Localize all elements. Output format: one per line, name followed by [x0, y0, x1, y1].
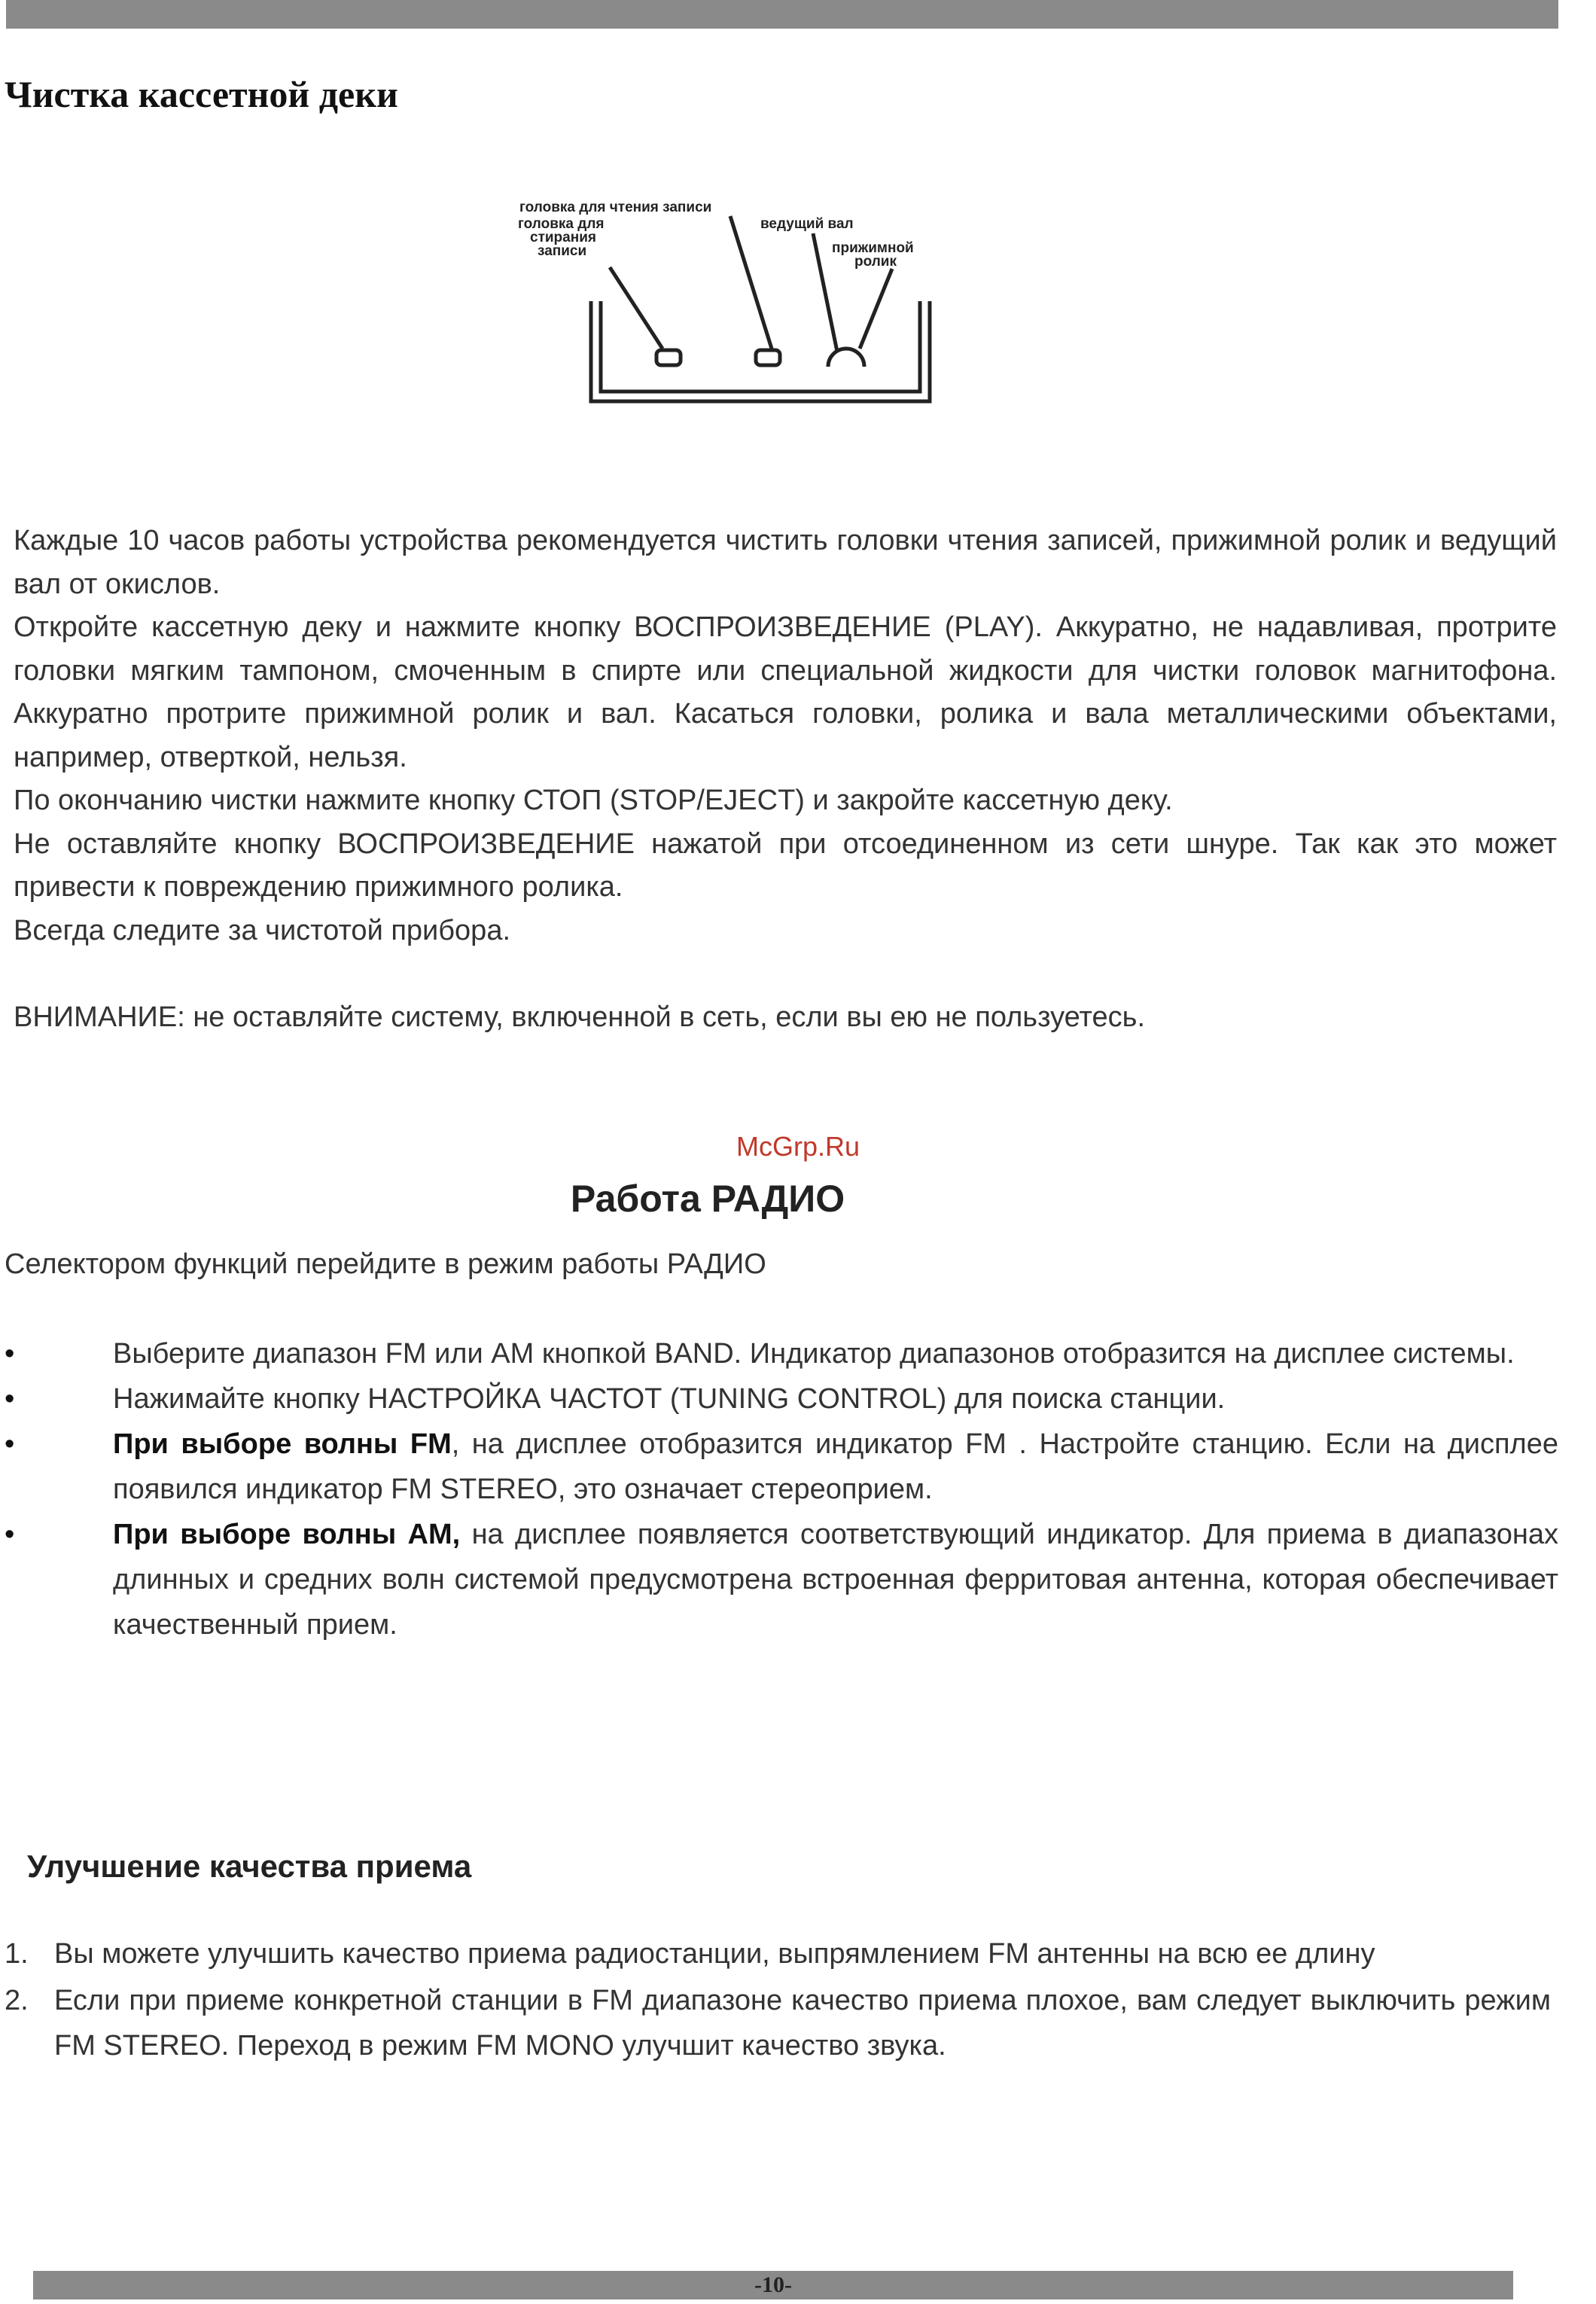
list-item	[0, 1931, 1551, 1976]
paragraph: Каждые 10 часов работы устройства рекомендуется чистить головки чтения записей, прижимной ролик и ведущий вал от окислов.	[14, 525, 1557, 600]
label-erase-head-1: головка для	[518, 216, 605, 232]
radio-intro: Селектором функций перейдите в режим работы РАДИО	[5, 1248, 766, 1280]
paragraph: Откройте кассетную деку и нажмите кнопку ВОСПРОИЗВЕДЕНИЕ (PLAY). Аккуратно, не надавливая, протрите головки мягким тампоном, смоченным в спирте или специальной жидкости для чистки головок магнитофона. Аккуратно протрите прижимной ролик и вал. Касаться головки, ролика и вала металлическими объектами, например, отверткой, нельзя.	[14, 611, 1557, 773]
bullet-lead: При выборе волны AM,	[113, 1519, 461, 1550]
list-item	[0, 1978, 1551, 2068]
paragraph: Всегда следите за чистотой прибора.	[14, 914, 511, 946]
watermark: McGrp.Ru	[736, 1131, 860, 1162]
bullet-icon: •	[5, 1383, 15, 1415]
page-number: -10-	[754, 2272, 792, 2297]
item-number: 2.	[5, 1985, 29, 2016]
list-item	[0, 1422, 1558, 1512]
bullet-text: Нажимайте кнопку НАСТРОЙКА ЧАСТОТ (TUNING CONTROL) для поиска станции.	[113, 1383, 1226, 1415]
label-erase-head-3: записи	[538, 243, 587, 259]
list-item	[0, 1331, 1558, 1376]
list-item	[0, 1376, 1558, 1422]
paragraph: По окончанию чистки нажмите кнопку СТОП (STOP/EJECT) и закройте кассетную деку.	[14, 785, 1173, 816]
label-playback-head: головка для чтения записи	[519, 200, 712, 215]
bullet-text: Выберите диапазон FM или AM кнопкой BAND. Индикатор диапазонов отобразится на дисплее системы.	[113, 1338, 1515, 1370]
radio-bullet-list	[0, 1331, 1558, 1647]
footer-bar	[33, 2271, 1513, 2299]
warning-note: ВНИМАНИЕ: не оставляйте систему, включенной в сеть, если вы ею не пользуетесь.	[14, 1001, 1146, 1033]
cleaning-instructions	[14, 520, 1557, 952]
label-erase-head-2: стирания	[530, 230, 596, 245]
label-pinch-roller-1: прижимной	[832, 240, 914, 256]
item-text: Вы можете улучшить качество приема радиостанции, выпрямлением FM антенны на всю ее длину	[54, 1938, 1375, 1970]
bullet-text: , на дисплее отобразится индикатор FM . Настройте станцию. Если на дисплее появился индикатор FM STEREO, это означает стереоприем.	[113, 1428, 1558, 1505]
bullet-icon: •	[5, 1519, 15, 1550]
tape-deck-diagram	[512, 192, 994, 407]
section-title-reception: Улучшение качества приема	[27, 1848, 472, 1884]
reception-tips-list	[0, 1931, 1551, 2070]
list-item	[0, 1512, 1558, 1647]
item-text: Если при приеме конкретной станции в FM диапазоне качество приема плохое, вам следует выключить режим FM STEREO. Переход в режим FM MONO улучшит качество звука.	[54, 1985, 1551, 2062]
label-pinch-roller-2: ролик	[854, 254, 897, 270]
item-number: 1.	[5, 1938, 29, 1970]
bullet-icon: •	[5, 1428, 15, 1460]
bullet-icon: •	[5, 1338, 15, 1370]
top-rule	[6, 0, 1558, 29]
label-capstan: ведущий вал	[760, 216, 854, 232]
section-title-cleaning: Чистка кассетной деки	[5, 73, 398, 115]
bullet-lead: При выборе волны FM	[113, 1428, 452, 1460]
bullet-text: на дисплее появляется соответствующий индикатор. Для приема в диапазонах длинных и средних волн системой предусмотрена встроенная ферритовая антенна, которая обеспечивает качественный прием.	[113, 1519, 1558, 1641]
section-title-radio: Работа РАДИО	[570, 1178, 845, 1220]
paragraph: Не оставляйте кнопку ВОСПРОИЗВЕДЕНИЕ нажатой при отсоединенном из сети шнуре. Так как это может привести к повреждению прижимного ролика.	[14, 827, 1557, 903]
